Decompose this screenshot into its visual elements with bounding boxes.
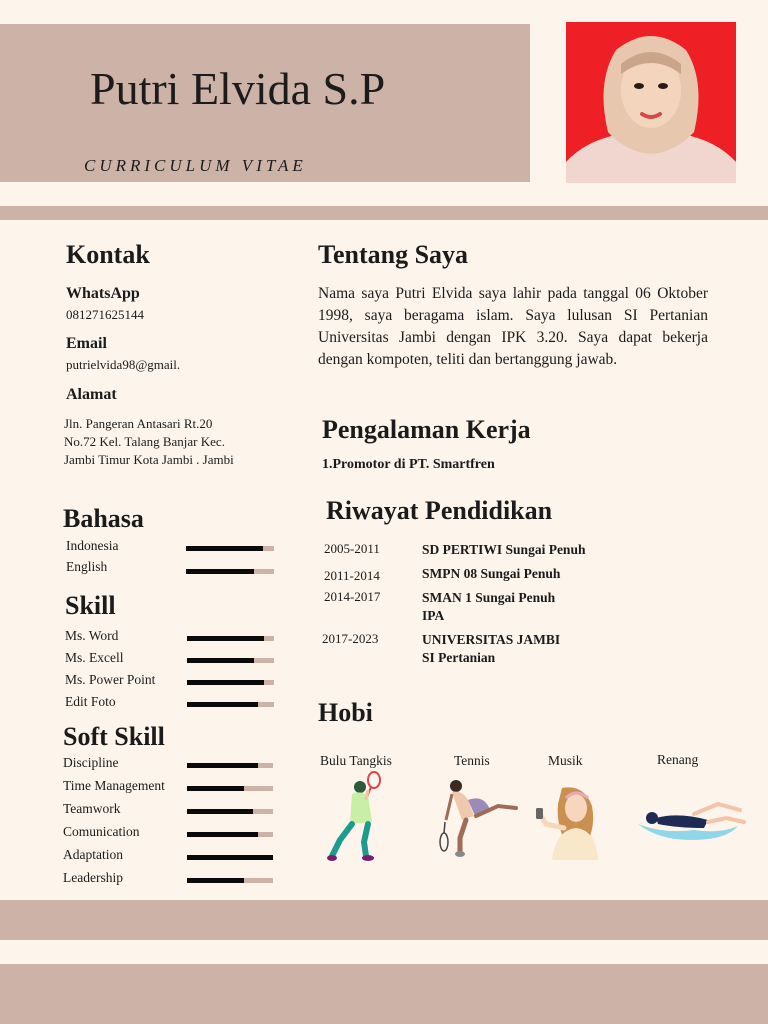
education-entry <box>322 541 652 563</box>
whatsapp-number: 081271625144 <box>66 307 144 322</box>
address-value: Jln. Pangeran Antasari Rt.20 No.72 Kel. Talang Banjar Kec. Jambi Timur Kota Jambi . Jambi <box>64 416 234 467</box>
soft-skill-label: Leadership <box>63 870 123 885</box>
soft-skill-row <box>63 847 353 869</box>
soft-skill-level-bar <box>187 786 273 791</box>
education-school: UNIVERSITAS JAMBI SI Pertanian <box>422 632 561 665</box>
skill-label: Ms. Word <box>65 628 119 643</box>
education-entry <box>322 631 652 671</box>
soft-skill-label: Adaptation <box>63 847 123 862</box>
education-school: SD PERTIWI Sungai Penuh <box>422 542 586 557</box>
education-school: SMAN 1 Sungai Penuh IPA <box>422 590 556 623</box>
soft-skill-level-bar <box>187 763 273 768</box>
profile-photo <box>566 22 736 183</box>
hobby-label: Tennis <box>454 753 490 768</box>
email-label: Email <box>66 335 107 352</box>
tennis-icon <box>438 776 520 858</box>
footer-band-bottom <box>0 964 768 1024</box>
education-years: 2017-2023 <box>322 631 379 646</box>
education-entry <box>322 565 652 587</box>
skill-row <box>65 628 355 650</box>
education-years: 2011-2014 <box>324 568 380 583</box>
soft-skill-label: Discipline <box>63 755 119 770</box>
soft-skill-level-bar <box>187 809 273 814</box>
soft-skill-heading: Soft Skill <box>63 722 165 751</box>
skill-label: Ms. Power Point <box>65 672 156 687</box>
whatsapp-label: WhatsApp <box>66 285 140 302</box>
skill-label: Ms. Excell <box>65 650 124 665</box>
experience-item: 1.Promotor di PT. Smartfren <box>322 457 495 472</box>
divider-band <box>0 206 768 220</box>
skill-list <box>65 628 355 718</box>
hobby-label: Musik <box>548 753 583 768</box>
skill-level-bar <box>187 636 274 641</box>
hobby-label: Bulu Tangkis <box>320 753 392 768</box>
bahasa-heading: Bahasa <box>63 504 144 533</box>
language-label: English <box>66 559 108 574</box>
soft-skill-row <box>63 824 353 846</box>
soft-skill-row <box>63 801 353 823</box>
skill-row <box>65 672 355 694</box>
bahasa-list <box>66 538 356 588</box>
education-years: 2005-2011 <box>324 541 380 556</box>
badminton-icon <box>322 770 386 866</box>
document-subtitle: CURRICULUM VITAE <box>84 156 307 175</box>
skill-level-bar <box>187 658 274 663</box>
skill-level-bar <box>187 702 274 707</box>
contact-heading: Kontak <box>66 240 150 269</box>
language-level-bar <box>186 569 274 574</box>
footer-band-top <box>0 900 768 940</box>
skill-row <box>65 694 355 716</box>
about-text: Nama saya Putri Elvida saya lahir pada tanggal 06 Oktober 1998, saya beragama islam. Saya lulusan SI Pertanian Universitas Jambi dengan IPK 3.20. Saya dapat bekerja dengan kompoten, teliti dan bertanggung jawab. <box>318 285 708 368</box>
education-entry <box>322 589 652 629</box>
skill-level-bar <box>187 680 274 685</box>
soft-skill-row <box>63 870 353 892</box>
soft-skill-list <box>63 755 353 895</box>
education-years: 2014-2017 <box>324 589 381 604</box>
language-label: Indonesia <box>66 538 119 553</box>
hobby-heading: Hobi <box>318 698 373 727</box>
email-value: putrielvida98@gmail. <box>66 357 181 372</box>
music-icon <box>536 784 602 860</box>
soft-skill-label: Time Management <box>63 778 165 793</box>
soft-skill-row <box>63 778 353 800</box>
education-heading: Riwayat Pendidikan <box>326 496 553 525</box>
experience-heading: Pengalaman Kerja <box>322 415 531 444</box>
soft-skill-row <box>63 755 353 777</box>
skill-label: Edit Foto <box>65 694 116 709</box>
skill-heading: Skill <box>65 591 116 620</box>
skill-row <box>65 650 355 672</box>
soft-skill-label: Comunication <box>63 824 140 839</box>
person-name: Putri Elvida S.P <box>90 63 386 114</box>
soft-skill-level-bar <box>187 878 273 883</box>
soft-skill-level-bar <box>187 832 273 837</box>
address-label: Alamat <box>66 386 117 403</box>
soft-skill-level-bar <box>187 855 273 860</box>
swimming-icon <box>634 798 746 842</box>
hobby-label: Renang <box>657 752 699 767</box>
language-row <box>66 559 356 581</box>
soft-skill-label: Teamwork <box>63 801 121 816</box>
education-school: SMPN 08 Sungai Penuh <box>422 566 561 581</box>
language-row <box>66 538 356 560</box>
about-heading: Tentang Saya <box>318 240 469 269</box>
language-level-bar <box>186 546 274 551</box>
